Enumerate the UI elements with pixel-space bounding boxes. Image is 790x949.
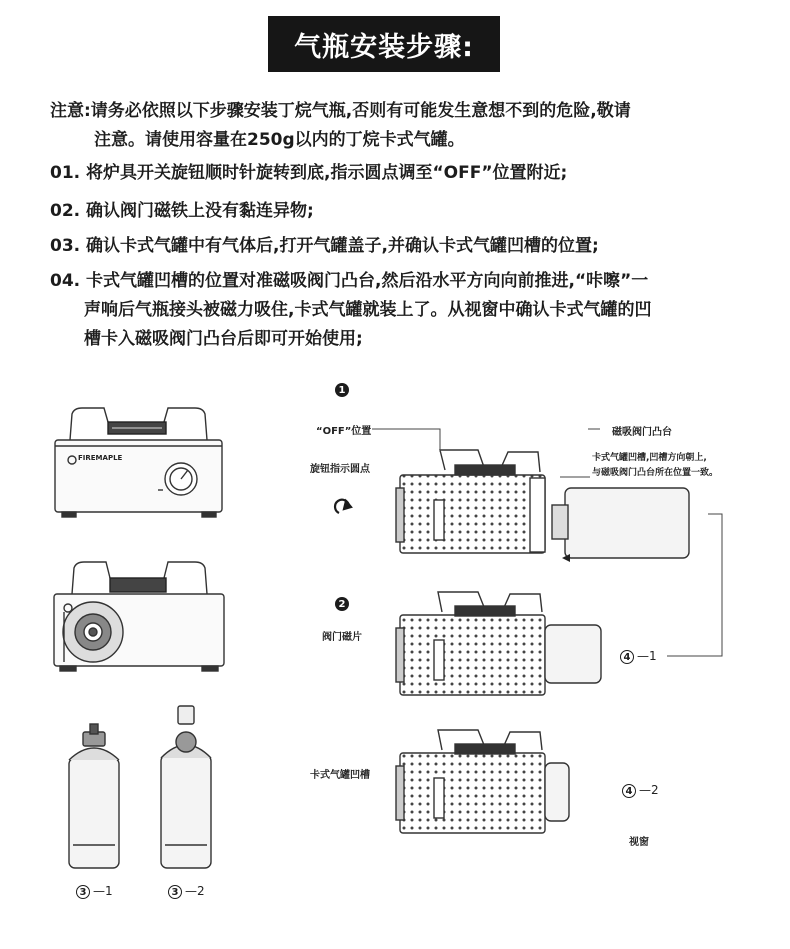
marker-3-2: 3	[168, 885, 182, 899]
rotate-clockwise-icon	[335, 500, 351, 513]
label-canister-groove: 卡式气罐凹槽	[310, 770, 370, 781]
stove-back-drawing	[54, 562, 224, 671]
step-4-line-2: 声响后气瓶接头被磁力吸住,卡式气罐就装上了。从视窗中确认卡式气罐的凹	[84, 300, 652, 320]
label-groove-note-2: 与磁吸阀门凸台所在位置一致。	[592, 468, 719, 478]
marker-4-2: 4	[622, 784, 636, 798]
brand-logo: FIREMAPLE	[78, 454, 123, 462]
step-3: 03. 确认卡式气罐中有气体后,打开气罐盖子,并确认卡式气罐凹槽的位置;	[50, 236, 599, 256]
step-1: 01. 将炉具开关旋钮顺时针旋转到底,指示圆点调至“OFF”位置附近;	[50, 163, 568, 183]
notice-line-1: 注意:请务必依照以下步骤安装丁烷气瓶,否则有可能发生意想不到的危险,敬请	[50, 101, 631, 121]
marker-4-1: 4	[620, 650, 634, 664]
step-4-line-3: 槽卡入磁吸阀门凸台后即可开始使用;	[84, 329, 363, 349]
label-window: 视窗	[629, 837, 649, 848]
marker-2: 2	[335, 597, 349, 611]
step-4-line-1: 04. 卡式气罐凹槽的位置对准磁吸阀门凸台,然后沿水平方向向前推进,“咔嚓”一	[50, 271, 649, 291]
marker-1: 1	[335, 383, 349, 397]
marker-3-1-suffix: —1	[93, 884, 113, 898]
canister-horizontal-1-drawing	[552, 488, 689, 558]
stove-side-3-drawing	[396, 730, 569, 833]
label-magnetic-boss: 磁吸阀门凸台	[612, 427, 672, 438]
label-knob-dot: 旋钮指示圆点	[310, 464, 370, 475]
marker-4-2-suffix: —2	[639, 783, 659, 797]
stove-front-drawing	[55, 408, 222, 517]
label-off-position: “OFF”位置	[316, 426, 372, 437]
marker-4-1-suffix: —1	[637, 649, 657, 663]
stove-side-2-drawing	[396, 592, 601, 695]
marker-3-2-suffix: —2	[185, 884, 205, 898]
label-groove-note-1: 卡式气罐凹槽,凹槽方向朝上,	[592, 453, 707, 463]
step-2: 02. 确认阀门磁铁上没有黏连异物;	[50, 201, 314, 221]
marker-3-1: 3	[76, 885, 90, 899]
page-title: 气瓶安装步骤:	[268, 16, 500, 72]
canister-cap-drawing	[161, 706, 211, 868]
canister-open-drawing	[69, 724, 119, 868]
notice-line-2: 注意。请使用容量在250g以内的丁烷卡式气罐。	[94, 130, 465, 150]
stove-side-1-drawing	[396, 450, 545, 553]
label-valve-magnet: 阀门磁片	[322, 632, 362, 643]
